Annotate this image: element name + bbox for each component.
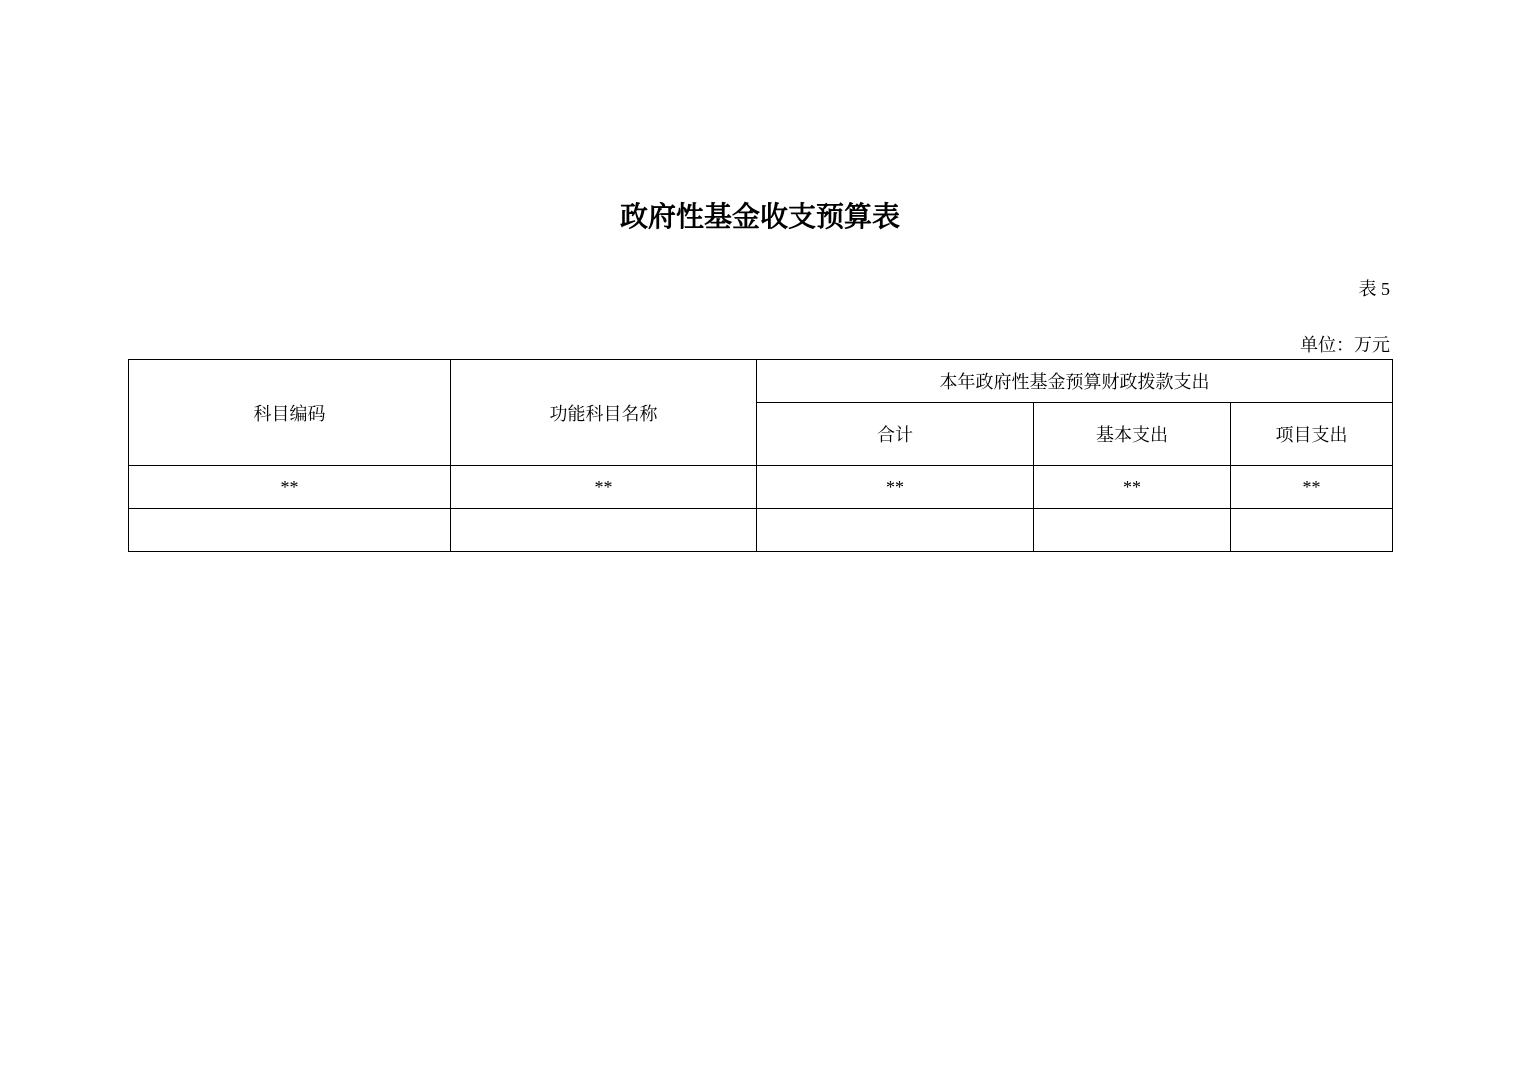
table-number: 表 5 — [1358, 279, 1390, 299]
cell-name: ** — [451, 466, 757, 509]
cell-project: ** — [1231, 466, 1393, 509]
cell-basic: ** — [1034, 466, 1231, 509]
cell-project — [1231, 509, 1393, 552]
table-row — [129, 509, 1393, 552]
unit-label: 单位：万元 — [1300, 335, 1390, 355]
page-title: 政府性基金收支预算表 — [619, 202, 900, 233]
header-total: 合计 — [757, 403, 1034, 466]
header-group: 本年政府性基金预算财政拨款支出 — [757, 360, 1393, 403]
table-row — [129, 466, 1393, 509]
header-project: 项目支出 — [1231, 403, 1393, 466]
cell-total: ** — [757, 466, 1034, 509]
cell-basic — [1034, 509, 1231, 552]
header-code: 科目编码 — [129, 360, 451, 466]
cell-code — [129, 509, 451, 552]
cell-total — [757, 509, 1034, 552]
header-row-1 — [129, 360, 1393, 403]
cell-name — [451, 509, 757, 552]
header-name: 功能科目名称 — [451, 360, 757, 466]
header-basic: 基本支出 — [1034, 403, 1231, 466]
cell-code: ** — [129, 466, 451, 509]
budget-table — [128, 359, 1393, 552]
